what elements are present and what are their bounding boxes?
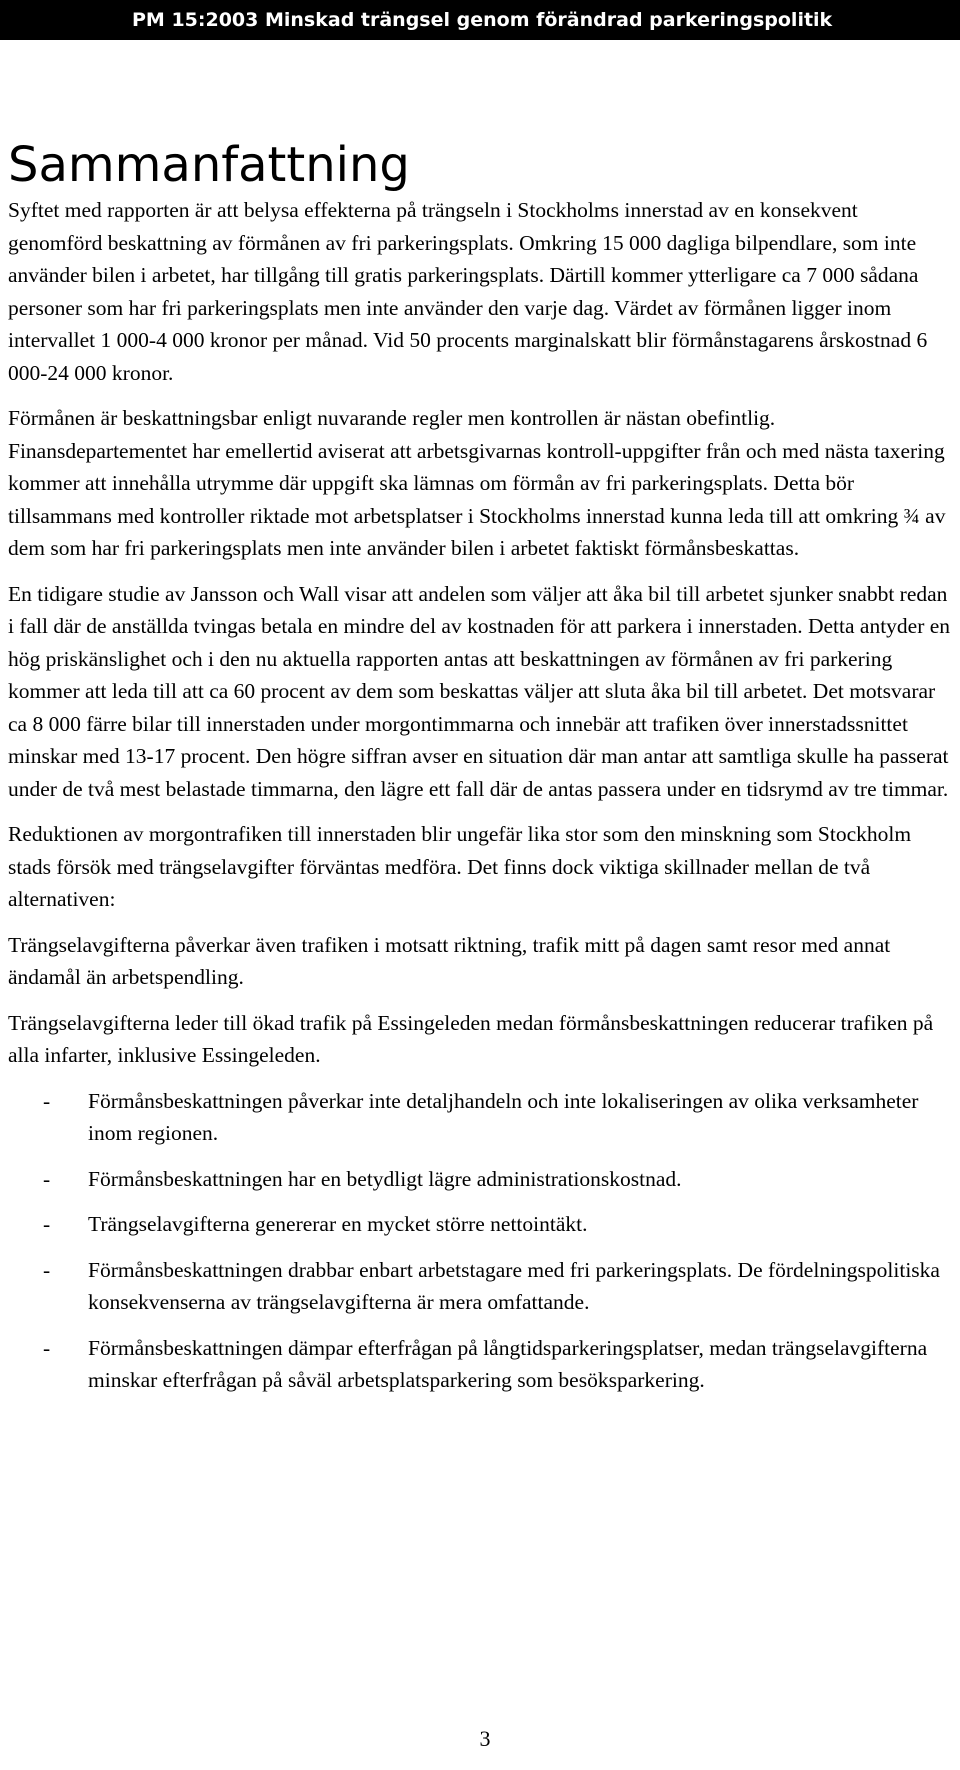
bullet-dash: - bbox=[43, 1212, 51, 1236]
list-item bbox=[8, 1254, 952, 1319]
paragraph-taxability: Förmånen är beskattningsbar enligt nuvarande regler men kontrollen är nästan obefintlig. Finansdepartementet har emellertid aviserat att arbetsgivarnas kontroll-uppgifter från och med nästa taxering kommer att innehålla utrymme där uppgift ska lämnas om förmån av fri parkeringsplats. Detta bör tillsammans med kontroller riktade mot arbetsplatser i Stockholms innerstad kunna leda till att omkring ¾ av dem som har fri parkeringsplats men inte använder bilen i arbetet faktiskt förmånsbeskattas. bbox=[8, 406, 946, 560]
running-header: PM 15:2003 Minskad trängsel genom förändrad parkeringspolitik bbox=[0, 0, 960, 40]
list-item-text: Förmånsbeskattningen drabbar enbart arbetstagare med fri parkeringsplats. De fördelningspolitiska konsekvenserna av trängselavgifterna är mera omfattande. bbox=[88, 1257, 940, 1314]
paragraph-congestion-fee-directions: Trängselavgifterna påverkar även trafiken i motsatt riktning, trafik mitt på dagen samt resor med annat ändamål än arbetspendling. bbox=[8, 932, 891, 989]
list-item bbox=[8, 1332, 952, 1397]
differences-list bbox=[8, 1085, 952, 1397]
bullet-dash: - bbox=[43, 1088, 51, 1113]
page-number: 3 bbox=[479, 1726, 491, 1751]
page-content bbox=[8, 136, 952, 1410]
list-item-text: Förmånsbeskattningen dämpar efterfrågan på långtidsparkeringsplatser, medan trängselavgifterna minskar efterfrågan på såväl arbetsplatsparkering som besöksparkering. bbox=[88, 1335, 928, 1392]
list-item bbox=[8, 1208, 952, 1241]
list-item bbox=[8, 1085, 952, 1150]
list-item bbox=[8, 1163, 952, 1196]
list-item-text: Förmånsbeskattningen har en betydligt lägre administrationskostnad. bbox=[88, 1166, 682, 1191]
bullet-dash: - bbox=[43, 1166, 51, 1191]
paragraph-purpose: Syftet med rapporten är att belysa effekterna på trängseln i Stockholms innerstad av en konsekvent genomförd beskattning av förmånen av fri parkeringsplats. Omkring 15 000 dagliga bilpendlare, som inte använder bilen i arbetet, har tillgång till gratis parkeringsplats. Därtill kommer ytterligare ca 7 000 sådana personer som har fri parkeringsplats men inte använder den varje dag. Värdet av förmånen ligger inom intervallet 1 000-4 000 kronor per månad. Vid 50 procents marginalskatt blir förmånstagarens årskostnad 6 000-24 000 kronor. bbox=[8, 198, 928, 385]
paragraph-comparison: Reduktionen av morgontrafiken till innerstaden blir ungefär lika stor som den minskning som Stockholm stads försök med trängselavgifter förväntas medföra. Det finns dock viktiga skillnader mellan de två alternativen: bbox=[8, 822, 912, 911]
list-item-text: Förmånsbeskattningen påverkar inte detaljhandeln och inte lokaliseringen av olika verksamheter inom regionen. bbox=[88, 1088, 919, 1145]
paragraph-earlier-study: En tidigare studie av Jansson och Wall visar att andelen som väljer att åka bil till arbetet sjunker snabbt redan i fall där de anställda tvingas betala en mindre del av kostnaden för att parkera i innerstaden. Detta antyder en hög priskänslighet och i den nu aktuella rapporten antas att beskattningen av förmånen av fri parkering kommer att leda till att ca 60 procent av dem som beskattas väljer att sluta åka bil till arbetet. Det motsvarar ca 8 000 färre bilar till innerstaden under morgontimmarna och innebär att trafiken över innerstadssnittet minskar med 13-17 procent. Den högre siffran avser en situation där man antar att samtliga skulle ha passerat under de två mest belastade timmarna, den lägre ett fall där de antas passera under en tidsrymd av tre timmar. bbox=[8, 581, 951, 801]
bullet-dash: - bbox=[43, 1257, 51, 1282]
page-title: Sammanfattning bbox=[8, 137, 410, 193]
bullet-dash: - bbox=[43, 1335, 51, 1360]
body-text bbox=[8, 194, 952, 1397]
list-item-text: Trängselavgifterna genererar en mycket större nettointäkt. bbox=[88, 1212, 588, 1236]
paragraph-essingeleden: Trängselavgifterna leder till ökad trafik på Essingeleden medan förmånsbeskattningen reducerar trafiken på alla infarter, inklusive Essingeleden. bbox=[8, 1010, 934, 1067]
